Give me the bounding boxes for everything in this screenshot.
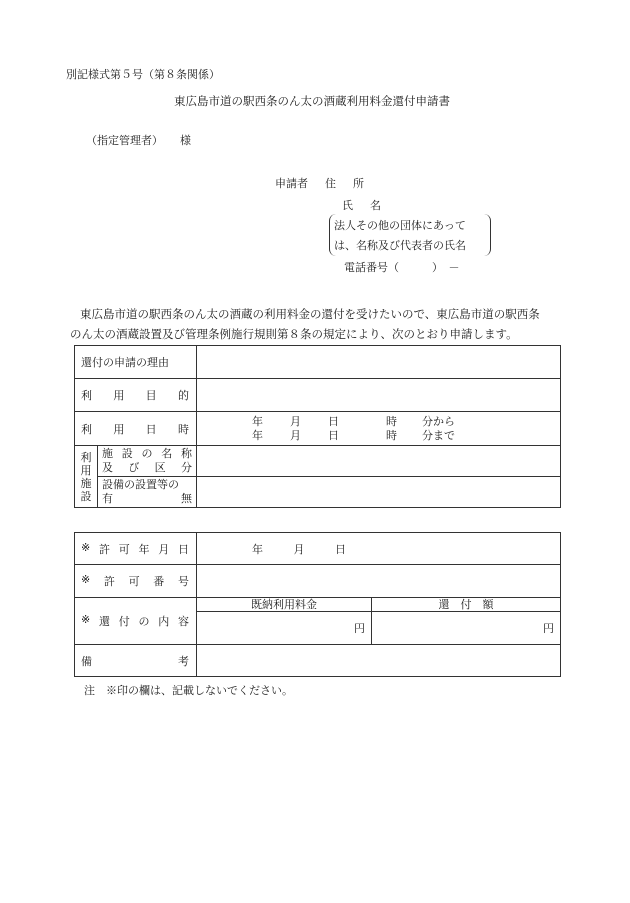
permit-date-month: 月 — [293, 542, 305, 556]
office-use-table — [74, 532, 561, 677]
remarks-input[interactable] — [197, 645, 561, 677]
datetime-label-cell — [75, 412, 197, 446]
permit-date-input[interactable] — [197, 533, 561, 565]
paid-fee-input[interactable] — [197, 612, 372, 645]
addressee-honorific: 様 — [180, 134, 191, 147]
application-table — [74, 345, 561, 508]
equipment-input[interactable] — [197, 477, 561, 508]
datetime-label: 利 用 日 時 — [81, 422, 189, 436]
equipment-label-2: 有 無 — [102, 492, 192, 505]
body-text-line1: 東広島市道の駅西条のん太の酒蔵の利用料金の還付を受けたいので、東広島市道の駅西条 — [80, 307, 540, 321]
refund-amount-input[interactable] — [372, 612, 561, 645]
refund-label-cell — [75, 598, 197, 645]
page-title: 東広島市道の駅西条のん太の酒蔵利用料金還付申請書 — [174, 94, 450, 108]
corp-note-line1: 法人その他の団体にあって — [334, 219, 466, 232]
datetime-input[interactable] — [197, 412, 561, 446]
applicant-label: 申請者 — [275, 177, 308, 190]
reason-label: 還付の申請の理由 — [81, 356, 169, 369]
permit-number-label: ※ 許 可 番 号 — [81, 573, 189, 588]
purpose-input[interactable] — [197, 379, 561, 412]
facility-name-label-cell — [98, 446, 197, 477]
table-row — [75, 565, 561, 598]
permit-number-input[interactable] — [197, 565, 561, 598]
datetime-from: 年 月 日 時 分から — [252, 414, 455, 428]
table-row — [75, 446, 561, 477]
facility-group-label: 利用施設 — [80, 450, 92, 503]
body-text-line2: のん太の酒蔵設置及び管理条例施行規則第８条の規定により、次のとおり申請します。 — [70, 327, 518, 341]
name-label: 氏 名 — [342, 199, 384, 212]
permit-date-label-cell — [75, 533, 197, 565]
purpose-label: 利 用 目 的 — [81, 389, 189, 402]
refund-amount-header: 還 付 額 — [372, 598, 561, 612]
table-row — [75, 477, 561, 508]
table-row — [75, 412, 561, 446]
purpose-label-cell — [75, 379, 197, 412]
address-label: 住 所 — [325, 177, 367, 190]
table-row — [75, 533, 561, 565]
datetime-to: 年 月 日 時 分まで — [252, 428, 455, 442]
facility-group-label-cell — [75, 446, 98, 508]
yen-unit: 円 — [354, 622, 365, 635]
yen-unit: 円 — [543, 622, 554, 635]
facility-name-input[interactable] — [197, 446, 561, 477]
equipment-label-cell — [98, 477, 197, 508]
footnote: 注 ※印の欄は、記載しないでください。 — [84, 684, 293, 697]
remarks-label-cell — [75, 645, 197, 677]
reason-label-cell — [75, 346, 197, 379]
table-row — [75, 645, 561, 677]
permit-date-day: 日 — [335, 542, 346, 556]
reason-input[interactable] — [197, 346, 561, 379]
table-row — [75, 379, 561, 412]
corp-note-line2: は、名称及び代表者の氏名 — [334, 239, 466, 252]
equipment-label-1: 設備の設置等の — [102, 478, 179, 491]
table-row — [75, 346, 561, 379]
permit-date-year: 年 — [252, 542, 263, 556]
paid-fee-header: 既納利用料金 — [197, 598, 372, 612]
facility-name-label-2: 及 び 区 分 — [102, 461, 192, 474]
remarks-label: 備 考 — [81, 654, 189, 668]
table-row — [75, 598, 561, 612]
addressee-name: （指定管理者） — [86, 134, 163, 147]
permit-date-label: ※ 許 可 年 月 日 — [81, 540, 189, 556]
refund-label: ※ 還 付 の 内 容 — [81, 613, 189, 628]
form-number: 別記様式第５号（第８条関係） — [66, 68, 220, 81]
phone-label: 電話番号（ ） － — [344, 261, 460, 274]
permit-number-label-cell — [75, 565, 197, 598]
facility-name-label-1: 施 設 の 名 称 — [102, 447, 192, 460]
